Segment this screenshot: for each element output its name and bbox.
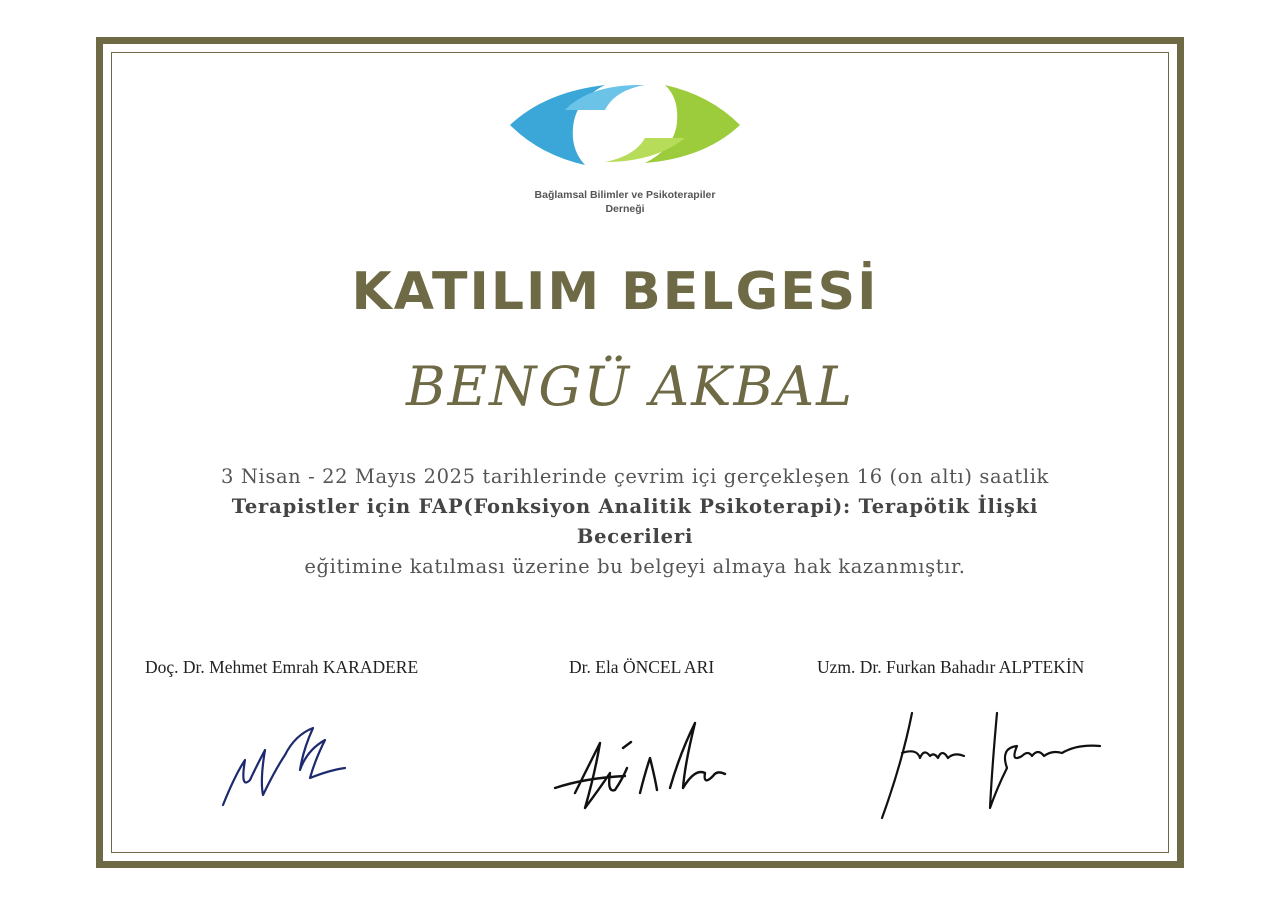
body-line-award: eğitimine katılması üzerine bu belgeyi almaya hak kazanmıştır. xyxy=(304,555,966,578)
organization-name xyxy=(480,188,770,216)
signature-2 xyxy=(545,718,735,818)
organization-name-line1: Bağlamsal Bilimler ve Psikoterapiler xyxy=(534,189,716,201)
signatory-name-1: Doç. Dr. Mehmet Emrah KARADERE xyxy=(145,657,419,677)
certificate-body xyxy=(180,462,1090,582)
signatory-name-3: Uzm. Dr. Furkan Bahadır ALPTEKİN xyxy=(817,657,1085,677)
course-title: Terapistler için FAP(Fonksiyon Analitik Psikoterapi): Terapötik İlişki Becerileri xyxy=(231,495,1039,548)
body-line-dates: 3 Nisan - 22 Mayıs 2025 tarihlerinde çevrim içi gerçekleşen 16 (on altı) saatlik xyxy=(221,465,1049,488)
organization-name-line2: Derneği xyxy=(605,203,645,215)
signature-1 xyxy=(215,720,360,815)
signatory-name-2: Dr. Ela ÖNCEL ARI xyxy=(569,657,715,677)
signature-3 xyxy=(872,708,1107,823)
recipient-name: BENGÜ AKBAL xyxy=(405,355,855,418)
organization-logo xyxy=(505,80,745,165)
certificate-title: KATILIM BELGESİ xyxy=(351,262,879,322)
